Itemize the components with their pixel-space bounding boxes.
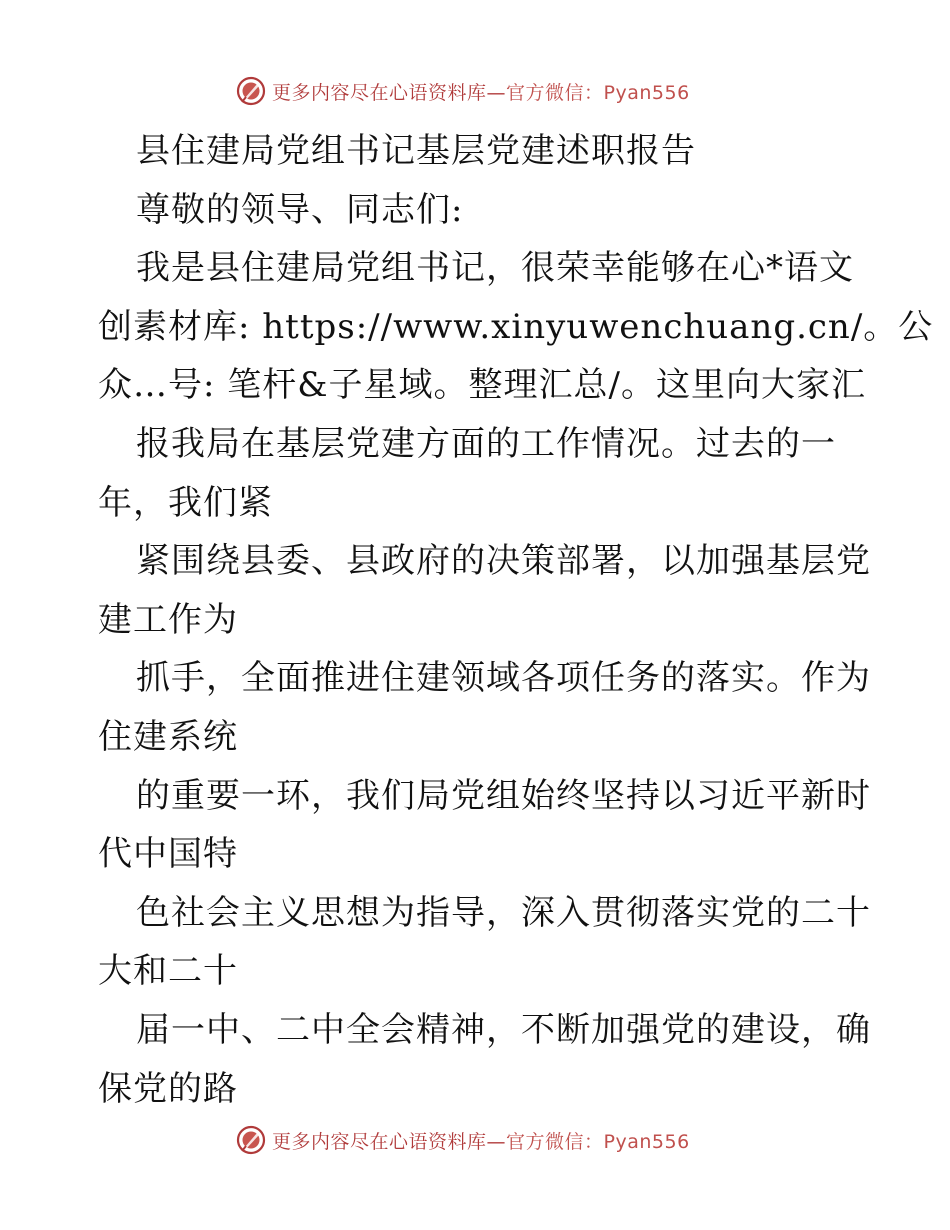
paragraph-line: 抓手，全面推进住建领域各项任务的落实。作为 — [136, 658, 871, 699]
paragraph-line: 创素材库: https://www.xinyuwenchuang.cn/。公 — [98, 306, 934, 347]
header-watermark-text: 更多内容尽在心语资料库—官方微信：Pyan556 — [272, 81, 690, 104]
paragraph-line: 报我局在基层党建方面的工作情况。过去的一 — [136, 423, 836, 464]
footer-watermark-text: 更多内容尽在心语资料库—官方微信：Pyan556 — [272, 1130, 690, 1153]
quill-circle-logo-icon — [236, 1125, 266, 1155]
document-title: 县住建局党组书记基层党建述职报告 — [136, 131, 696, 171]
paragraph-line: 众…号: 笔杆&子星域。整理汇总/。这里向大家汇 — [98, 365, 866, 406]
paragraph-line: 届一中、二中全会精神，不断加强党的建设，确 — [136, 1009, 871, 1050]
header-watermark — [236, 74, 716, 108]
salutation: 尊敬的领导、同志们: — [136, 189, 464, 230]
paragraph-line: 大和二十 — [98, 951, 238, 992]
paragraph-line: 保党的路 — [98, 1068, 238, 1109]
document-body — [98, 122, 934, 1118]
paragraph-line: 年，我们紧 — [98, 482, 273, 523]
paragraph-line: 住建系统 — [98, 716, 238, 757]
paragraph-line: 紧围绕县委、县政府的决策部署，以加强基层党 — [136, 541, 871, 582]
quill-circle-logo-icon — [236, 76, 266, 106]
paragraph-line: 的重要一环，我们局党组始终坚持以习近平新时 — [136, 775, 871, 816]
paragraph-line: 色社会主义思想为指导，深入贯彻落实党的二十 — [136, 892, 871, 933]
paragraph-line: 代中国特 — [98, 834, 238, 875]
paragraph-line: 我是县住建局党组书记，很荣幸能够在心*语文 — [136, 248, 854, 289]
paragraph-line: 建工作为 — [98, 599, 238, 640]
footer-watermark — [236, 1123, 716, 1157]
